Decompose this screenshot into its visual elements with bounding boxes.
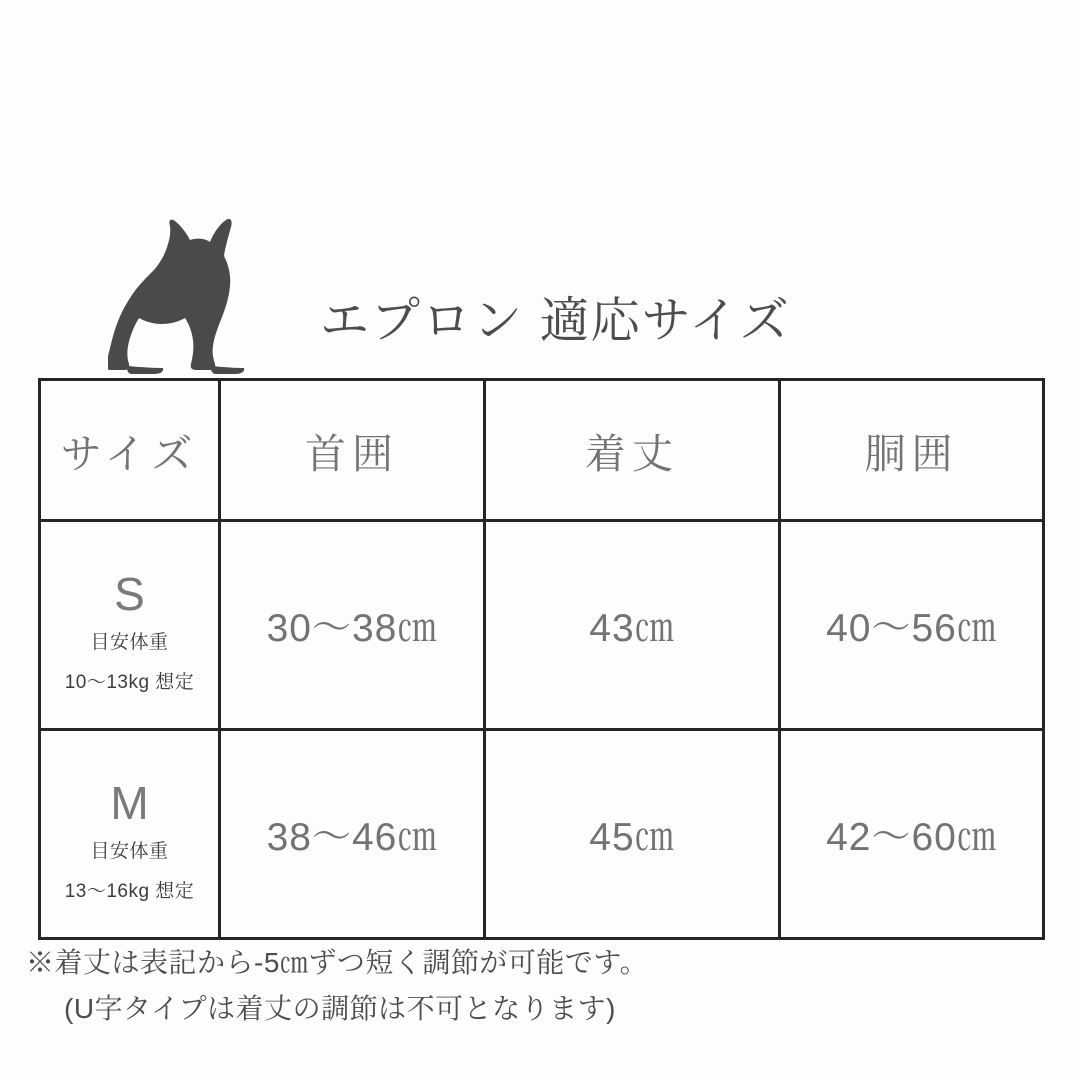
weight-value: 13〜16kg 想定 (64, 881, 195, 902)
length-value-m: 45㎝ (485, 730, 780, 939)
size-table (38, 378, 1045, 940)
table-header-row (40, 380, 1044, 521)
weight-value: 10〜13kg 想定 (64, 672, 195, 693)
size-letter: M (110, 777, 149, 830)
column-header-waist: 胴囲 (780, 380, 1044, 521)
title-row (0, 210, 1080, 380)
column-header-neck: 首囲 (220, 380, 485, 521)
footnote-adjustment: ※着丈は表記から-5㎝ずつ短く調節が可能です。 (26, 947, 649, 978)
page-title: エプロン 適応サイズ (320, 294, 791, 348)
size-cell-s (40, 521, 220, 730)
neck-value-s: 30〜38㎝ (220, 521, 485, 730)
column-header-length: 着丈 (485, 380, 780, 521)
table-row (40, 521, 1044, 730)
length-value-s: 43㎝ (485, 521, 780, 730)
neck-value-m: 38〜46㎝ (220, 730, 485, 939)
size-letter: S (114, 568, 145, 621)
footnote-u-type: (U字タイプは着丈の調節は不可となります) (64, 993, 616, 1025)
sitting-dog-silhouette-icon (108, 218, 263, 378)
column-header-size: サイズ (40, 380, 220, 521)
footnotes (26, 940, 1056, 1032)
waist-value-s: 40〜56㎝ (780, 521, 1044, 730)
weight-label: 目安体重 (90, 632, 169, 654)
size-cell-m (40, 730, 220, 939)
table-row (40, 730, 1044, 939)
waist-value-m: 42〜60㎝ (780, 730, 1044, 939)
weight-label: 目安体重 (90, 841, 169, 863)
